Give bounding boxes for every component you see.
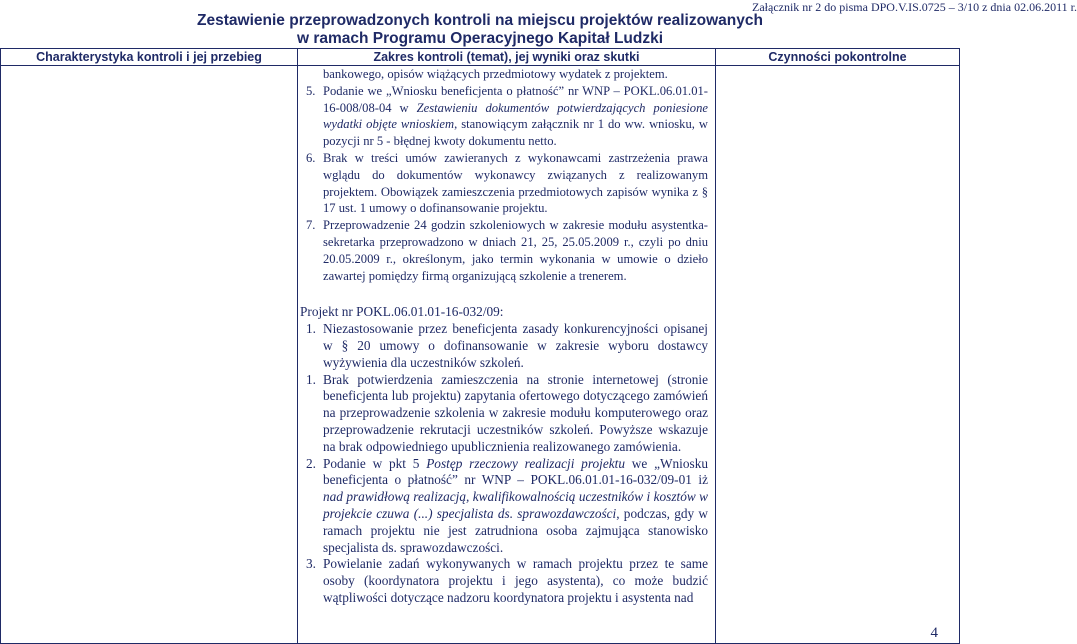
document-title-line1: Zestawienie przeprowadzonych kontroli na miejscu projektów realizowanych	[197, 12, 763, 29]
list-item: 1. Niezastosowanie przez beneficjenta zasady konkurencyjności opisanej w § 20 umowy o dofinansowanie w zakresie wyboru dostawcy wyżywienia dla uczestników szkoleń.	[306, 321, 708, 370]
project-number-label: Projekt nr POKL.06.01.01-16-032/09:	[300, 304, 504, 320]
list-item: 2. Podanie w pkt 5 Postęp rzeczowy realizacji projektu we „Wniosku beneficjenta o płatność” nr WNP – POKL.06.01.01-16-032/09-01 iż nad prawidłową realizacją, kwalifikowalnością uczestników i kosztów w projekcie czuwa (...) specjalista ds. sprawozdawczości, podczas, gdy w ramach projektu nie jest zatrudniona osoba zajmująca stanowisko specjalista ds. sprawozdawczości.	[306, 455, 708, 555]
cell-follow-up	[716, 66, 960, 644]
column-header-follow-up: Czynności pokontrolne	[716, 49, 960, 66]
page-number: 4	[930, 625, 938, 641]
list-item: 6. Brak w treści umów zawieranych z wykonawcami zastrzeżenia prawa wglądu do dokumentów wykonawcy związanych z realizowanym projektem. Obowiązek zamieszczenia przedmiotowych zapisów wynika z § 17 ust. 1 umowy o dofinansowanie projektu.	[306, 150, 708, 216]
list-item: 7. Przeprowadzenie 24 godzin szkoleniowych w zakresie modułu asystentka-sekretarka przeprowadzono w dniach 21, 25, 25.05.2009 r., czyli po dniu 20.05.2009 r., określonym, jako termin wykonania w umowie o dzieło zawartej pomiędzy firmą organizującą szkolenie a trenerem.	[306, 218, 708, 283]
cell-characteristics	[1, 66, 298, 644]
list-item: 1. Brak potwierdzenia zamieszczenia na stronie internetowej (stronie beneficjenta lub projektu) zapytania ofertowego dotyczącego zamówień na przeprowadzenie szkolenia w zakresie modułu komputerowego oraz przeprowadzenie rekrutacji uczestników szkoleń. Powyższe wskazuje na brak odpowiedniego upublicznienia realizowanego zamówienia.	[306, 371, 708, 454]
list-item: 3. Powielanie zadań wykonywanych w ramach projektu przez te same osoby (koordynatora projektu i jego asystenta), co może budzić wątpliwości dotyczące nadzoru koordynatora projektu i asystenta nad	[306, 556, 708, 605]
document-title-line2: w ramach Programu Operacyjnego Kapitał Ludzki	[296, 30, 664, 47]
table-header-row	[1, 49, 960, 66]
column-header-scope: Zakres kontroli (temat), jej wyniki oraz skutki	[298, 49, 716, 66]
column-header-characteristics: Charakterystyka kontroli i jej przebieg	[1, 49, 298, 66]
list-item-continuation: bankowego, opisów wiążących przedmiotowy wydatek z projektem.	[323, 67, 668, 81]
attachment-note: Załącznik nr 2 do pisma DPO.V.IS.0725 – 3/10 z dnia 02.06.2011 r.	[752, 0, 1077, 14]
list-item: 5. Podanie we „Wniosku beneficjenta o płatność” nr WNP – POKL.06.01.01-16-008/08-04 w Zestawieniu dokumentów potwierdzających poniesione wydatki objęte wnioskiem, stanowiącym załącznik nr 1 do ww. wniosku, w pozycji nr 5 - błędnej kwoty dokumentu netto.	[306, 83, 708, 149]
findings-text	[300, 66, 708, 607]
